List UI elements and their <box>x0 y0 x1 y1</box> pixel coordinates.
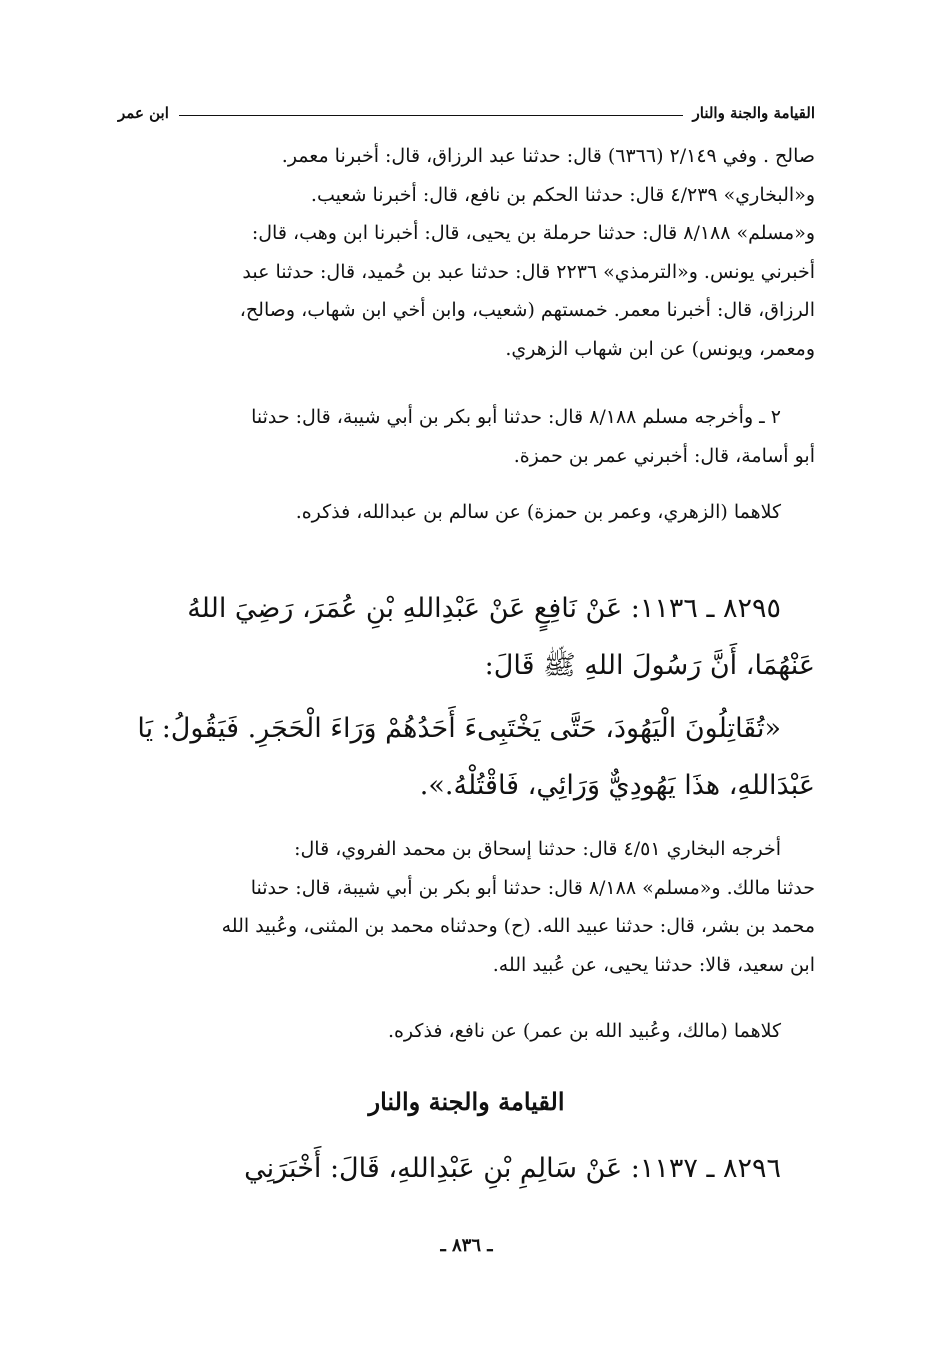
text-line: و«البخاري» ٤/٢٣٩ قال: حدثنا الحكم بن نافع، قال: أخبرنا شعيب. <box>310 183 815 206</box>
text-line: أبو أسامة، قال: أخبرني عمر بن حمزة. <box>513 444 815 467</box>
text-line: عَبْدَاللهِ، هذَا يَهُودِيٌّ وَرَائِي، فَاقْتُلْهُ.». <box>419 770 815 801</box>
text-line: «تُقَاتِلُونَ الْيَهُودَ، حَتَّى يَخْتَبِىءَ أَحَدُهُمْ وَرَاءَ الْحَجَرِ. فَيَقُولُ: يَا <box>137 713 781 744</box>
hadith-8295-isnad <box>118 580 815 694</box>
text-line: كلاهما (مالك، وعُبيد الله بن عمر) عن نافع، فذكره. <box>387 1020 781 1042</box>
text-line: أخبرني يونس. و«الترمذي» ٢٢٣٦ قال: حدثنا عبد بن حُميد، قال: حدثنا عبد <box>242 260 815 283</box>
header-section-title: ابن عمر <box>118 104 169 122</box>
header-chapter-title: القيامة والجنة والنار <box>692 104 815 122</box>
hadith-8295-matn <box>118 700 815 814</box>
text-line: الرزاق، قال: أخبرنا معمر. خمستهم (شعيب، وابن أخي ابن شهاب، وصالح، <box>239 299 815 321</box>
header-rule <box>179 115 683 116</box>
text-line: ومعمر، ويونس) عن ابن شهاب الزهري. <box>505 337 815 360</box>
section-heading: القيامة والجنة والنار <box>368 1087 565 1116</box>
text-line: أخرجه البخاري ٤/٥١ قال: حدثنا إسحاق بن محمد الفروي، قال: <box>294 838 781 860</box>
text-line: ٨٢٩٥ ـ ١١٣٦: عَنْ نَافِعٍ عَنْ عَبْدِاللهِ بْنِ عُمَرَ، رَضِيَ اللهُ <box>187 593 781 624</box>
takhrij-paragraph-1 <box>118 137 815 368</box>
text-line: محمد بن بشر، قال: حدثنا عبيد الله. (ح) وحدثناه محمد بن المثنى، وعُبيد الله <box>221 915 815 937</box>
text-line: عَنْهُمَا، أَنَّ رَسُولَ اللهِ ﷺ قَالَ: <box>484 650 815 681</box>
page-number: ـ ٨٣٦ ـ <box>440 1235 493 1256</box>
takhrij-summary-1 <box>118 493 815 532</box>
takhrij-paragraph-2 <box>118 398 815 475</box>
running-header <box>118 100 815 126</box>
hadith-8296-isnad <box>118 1140 815 1197</box>
text-line: ابن سعيد، قالا: حدثنا يحيى، عن عُبيد الله. <box>492 953 815 976</box>
text-line: ٢ ـ وأخرجه مسلم ٨/١٨٨ قال: حدثنا أبو بكر بن أبي شيبة، قال: حدثنا <box>251 406 781 428</box>
text-line: و«مسلم» ٨/١٨٨ قال: حدثنا حرملة بن يحيى، قال: أخبرنا ابن وهب، قال: <box>251 222 815 244</box>
text-line: كلاهما (الزهري، وعمر بن حمزة) عن سالم بن عبدالله، فذكره. <box>295 501 781 523</box>
text-line: صالح . وفي ٢/١٤٩ (٦٣٦٦) قال: حدثنا عبد الرزاق، قال: أخبرنا معمر. <box>281 145 815 167</box>
hadith-8295-summary <box>118 1012 815 1051</box>
hadith-8295-takhrij <box>118 830 815 984</box>
text-line: حدثنا مالك. و«مسلم» ٨/١٨٨ قال: حدثنا أبو بكر بن أبي شيبة، قال: حدثنا <box>250 876 815 899</box>
text-line: ٨٢٩٦ ـ ١١٣٧: عَنْ سَالِمِ بْنِ عَبْدِاللهِ، قَالَ: أَخْبَرَنِي <box>244 1153 781 1184</box>
